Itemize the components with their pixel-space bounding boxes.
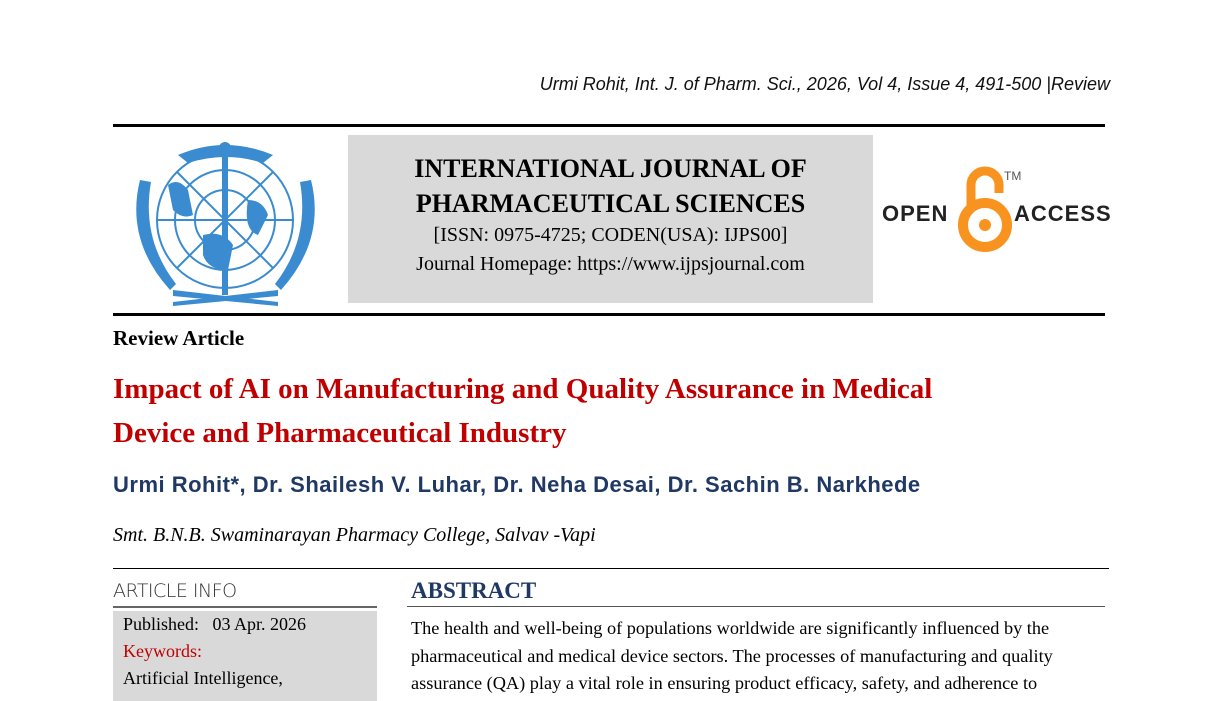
citation-header: Urmi Rohit, Int. J. of Pharm. Sci., 2026, Vol 4, Issue 4, 491-500 |Review bbox=[539, 74, 1110, 94]
article-title bbox=[113, 367, 1113, 455]
journal-issn: [ISSN: 0975-4725; CODEN(USA): IJPS00] bbox=[433, 224, 788, 246]
open-text: OPEN bbox=[882, 201, 949, 226]
open-access-logo bbox=[880, 165, 1110, 255]
journal-name: INTERNATIONAL JOURNAL OF bbox=[414, 154, 807, 183]
abstract-text bbox=[411, 615, 1107, 698]
published-date: Published: 03 Apr. 2026 bbox=[123, 614, 307, 634]
abstract-line: pharmaceutical and medical device sectors. The processes of manufacturing and quality bbox=[411, 645, 1053, 666]
keywords-label: Keywords: bbox=[123, 641, 202, 661]
journal-name-2: PHARMACEUTICAL SCIENCES bbox=[415, 189, 806, 218]
journal-banner bbox=[348, 135, 873, 303]
article-info-heading: ARTICLE INFO bbox=[113, 580, 237, 602]
keyword: Artificial Intelligence, bbox=[123, 668, 283, 688]
affiliation: Smt. B.N.B. Swaminarayan Pharmacy College, Salvav -Vapi bbox=[113, 524, 596, 546]
abstract-heading: ABSTRACT bbox=[411, 578, 537, 603]
title-line: Impact of AI on Manufacturing and Quality Assurance in Medical bbox=[113, 373, 933, 405]
journal-logo-icon bbox=[128, 140, 323, 306]
abstract-rule bbox=[407, 606, 1105, 607]
article-info-box bbox=[113, 611, 377, 701]
journal-homepage[interactable]: Journal Homepage: https://www.ijpsjournal.com bbox=[416, 253, 805, 275]
header-bottom-rule bbox=[113, 313, 1105, 316]
abstract-line: The health and well-being of populations worldwide are significantly influenced by the bbox=[411, 618, 1050, 638]
title-line: Device and Pharmaceutical Industry bbox=[113, 417, 567, 449]
access-text: ACCESS bbox=[1014, 201, 1112, 226]
authors: Urmi Rohit*, Dr. Shailesh V. Luhar, Dr. Neha Desai, Dr. Sachin B. Narkhede bbox=[113, 472, 921, 497]
article-info-rule bbox=[113, 606, 377, 608]
top-rule bbox=[113, 124, 1105, 127]
article-type: Review Article bbox=[113, 326, 245, 350]
section-rule bbox=[113, 568, 1109, 569]
abstract-line: assurance (QA) play a vital role in ensuring product efficacy, safety, and adherence to bbox=[411, 673, 1038, 693]
trademark: TM bbox=[1004, 169, 1022, 183]
